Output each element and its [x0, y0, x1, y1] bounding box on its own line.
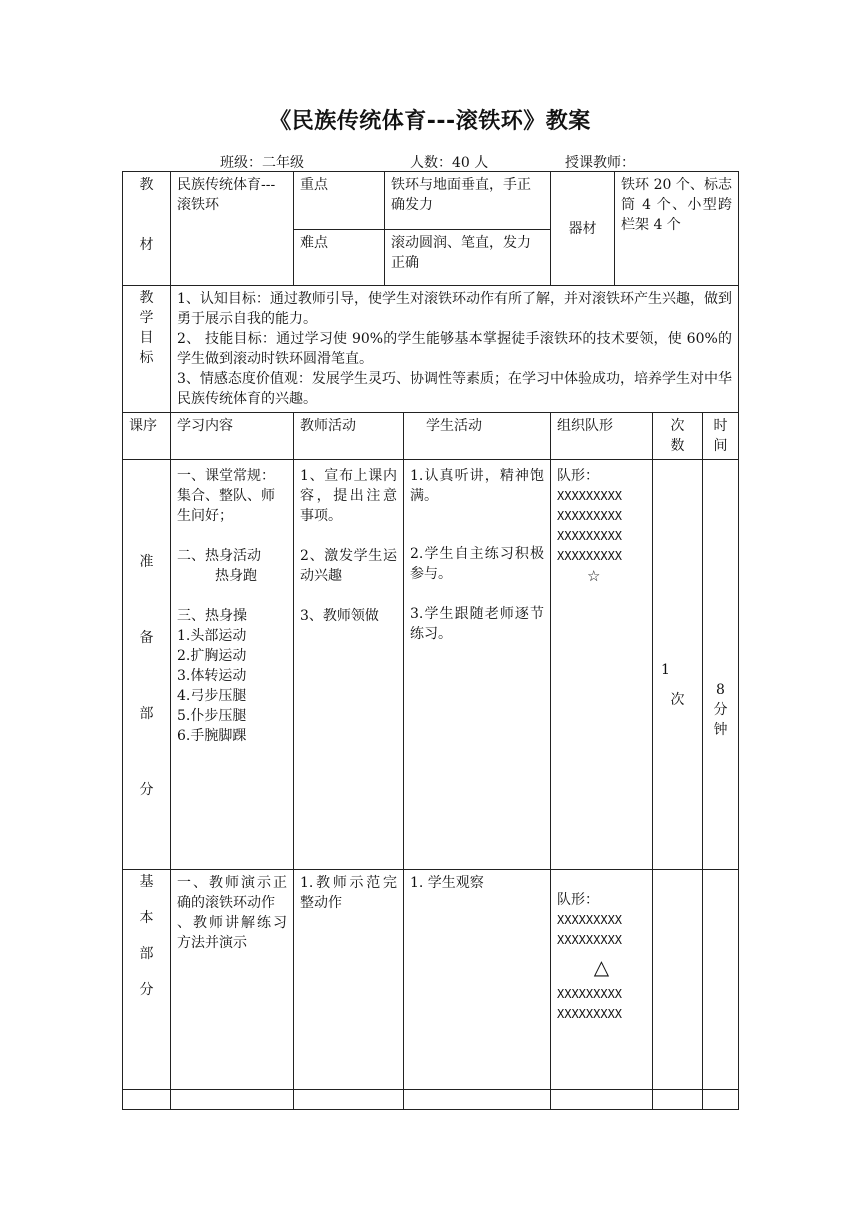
empty-cell [294, 1090, 404, 1110]
objectives-header-char: 目 [139, 330, 154, 346]
formation-row: XXXXXXXXX [557, 489, 623, 503]
col-formation-header: 组织队形 [551, 413, 653, 460]
prep-teacher-line: 1、宣布上课内容，提出注意事项。 [300, 468, 397, 524]
prep-row [123, 460, 739, 870]
formation-row: XXXXXXXXX [557, 529, 623, 543]
prep-formation [551, 460, 653, 870]
basic-student: 1. 学生观察 [404, 870, 551, 1090]
key-point-label: 重点 [294, 172, 385, 230]
prep-student-line: 1.认真听讲，精神饱满。 [410, 468, 544, 504]
basic-header-char: 分 [139, 982, 154, 998]
col-time-header: 时间 [703, 413, 739, 460]
prep-teacher [294, 460, 404, 870]
prep-times-num: 1 [661, 662, 670, 678]
objectives-content [171, 286, 739, 413]
student-count: 人数：40 人 [410, 155, 489, 171]
empty-cell [171, 1090, 294, 1110]
prep-content-line: 4.弓步压腿 [177, 688, 247, 704]
objectives-header-char: 标 [139, 350, 154, 366]
formation-row: XXXXXXXXX [557, 1007, 623, 1021]
prep-header [123, 460, 171, 870]
prep-content [171, 460, 294, 870]
empty-cell [653, 1090, 703, 1110]
document-title: 《民族传统体育---滚铁环》教案 [269, 109, 591, 134]
col-student-header: 学生活动 [404, 413, 551, 460]
lesson-plan-table [122, 171, 739, 1110]
prep-header-char: 准 [139, 554, 154, 570]
formation-label: 队形： [557, 892, 599, 908]
empty-row [123, 1090, 739, 1110]
equipment-label: 器材 [551, 172, 615, 286]
prep-content-line: 1.头部运动 [177, 628, 247, 644]
basic-header [123, 870, 171, 1090]
basic-header-char: 基 [139, 874, 154, 890]
objective-item: 3、情感态度价值观：发展学生灵巧、协调性等素质；在学习中体验成功，培养学生对中华民族传统体育的兴趣。 [177, 371, 733, 407]
objectives-header-char: 教 [139, 290, 154, 306]
difficulty-label: 难点 [294, 230, 385, 286]
basic-formation [551, 870, 653, 1090]
prep-content-line: 二、热身活动 [177, 548, 261, 564]
prep-time-unit: 分 [713, 702, 728, 718]
prep-content-line: 集合、整队、师生问好； [177, 488, 275, 524]
objective-item: 2、 技能目标：通过学习使 90%的学生能够基本掌握徒手滚铁环的技术要领，使 60%的学生做到滚动时铁环圆滑笔直。 [177, 331, 733, 367]
col-times-header: 次数 [653, 413, 703, 460]
basic-content [171, 870, 294, 1090]
basic-header-char: 本 [139, 910, 154, 926]
column-header-row [123, 413, 739, 460]
material-header-char: 教 [139, 177, 154, 193]
formation-row: XXXXXXXXX [557, 987, 623, 1001]
empty-cell [123, 1090, 171, 1110]
basic-content-line: 一、教师演示正确的滚铁环动作 [177, 875, 287, 911]
objectives-header [123, 286, 171, 413]
basic-time [703, 870, 739, 1090]
material-row [123, 172, 739, 230]
key-point-text: 铁环与地面垂直，手正确发力 [385, 172, 551, 230]
prep-time-unit: 钟 [713, 722, 728, 738]
col-order-header: 课序 [123, 413, 171, 460]
class-info: 班级：二年级 [220, 155, 304, 171]
prep-content-line: 一、课堂常规： [177, 468, 275, 484]
prep-times [653, 460, 703, 870]
formation-row: XXXXXXXXX [557, 509, 623, 523]
material-header-char: 材 [139, 237, 154, 253]
prep-times-unit: 次 [670, 692, 685, 708]
basic-times [653, 870, 703, 1090]
teacher-position-star: ☆ [587, 567, 601, 585]
prep-content-line: 热身跑 [215, 568, 257, 584]
prep-header-char: 备 [139, 630, 154, 646]
formation-label: 队形： [557, 468, 599, 484]
empty-cell [404, 1090, 551, 1110]
prep-time-num: 8 [716, 682, 725, 698]
empty-cell [551, 1090, 653, 1110]
prep-time [703, 460, 739, 870]
difficulty-text: 滚动圆润、笔直，发力正确 [385, 230, 551, 286]
objectives-header-char: 学 [139, 310, 154, 326]
prep-content-line: 3.体转运动 [177, 668, 247, 684]
objectives-row [123, 286, 739, 413]
basic-teacher: 1.教师示范完整动作 [294, 870, 404, 1090]
equipment-text: 铁环 20 个、标志筒 4 个、小型跨栏架 4 个 [615, 172, 739, 286]
material-content: 民族传统体育---滚铁环 [171, 172, 294, 286]
prep-content-line: 2.扩胸运动 [177, 648, 247, 664]
col-teacher-header: 教师活动 [294, 413, 404, 460]
prep-teacher-line: 2、激发学生运动兴趣 [300, 548, 397, 584]
objective-item: 1、认知目标：通过教师引导，使学生对滚铁环动作有所了解，并对滚铁环产生兴趣，做到勇于展示自我的能力。 [177, 291, 733, 327]
basic-content-line: 、教师讲解练习方法并演示 [177, 915, 287, 951]
teacher-position-triangle: △ [593, 955, 610, 979]
formation-row: XXXXXXXXX [557, 933, 623, 947]
prep-content-line: 5.仆步压腿 [177, 708, 247, 724]
formation-row: XXXXXXXXX [557, 549, 623, 563]
material-header [123, 172, 171, 286]
prep-student-line: 3.学生跟随老师逐节练习。 [410, 606, 544, 642]
prep-header-char: 部 [139, 706, 154, 722]
col-content-header: 学习内容 [171, 413, 294, 460]
prep-student-line: 2.学生自主练习积极参与。 [410, 546, 544, 582]
prep-student [404, 460, 551, 870]
prep-content-line: 6.手腕脚踝 [177, 728, 247, 744]
formation-row: XXXXXXXXX [557, 913, 623, 927]
prep-content-line: 三、热身操 [177, 608, 247, 624]
basic-header-char: 部 [139, 946, 154, 962]
prep-header-char: 分 [139, 782, 154, 798]
basic-row [123, 870, 739, 1090]
teacher-info: 授课教师： [565, 155, 635, 171]
empty-cell [703, 1090, 739, 1110]
prep-teacher-line: 3、教师领做 [300, 608, 379, 624]
